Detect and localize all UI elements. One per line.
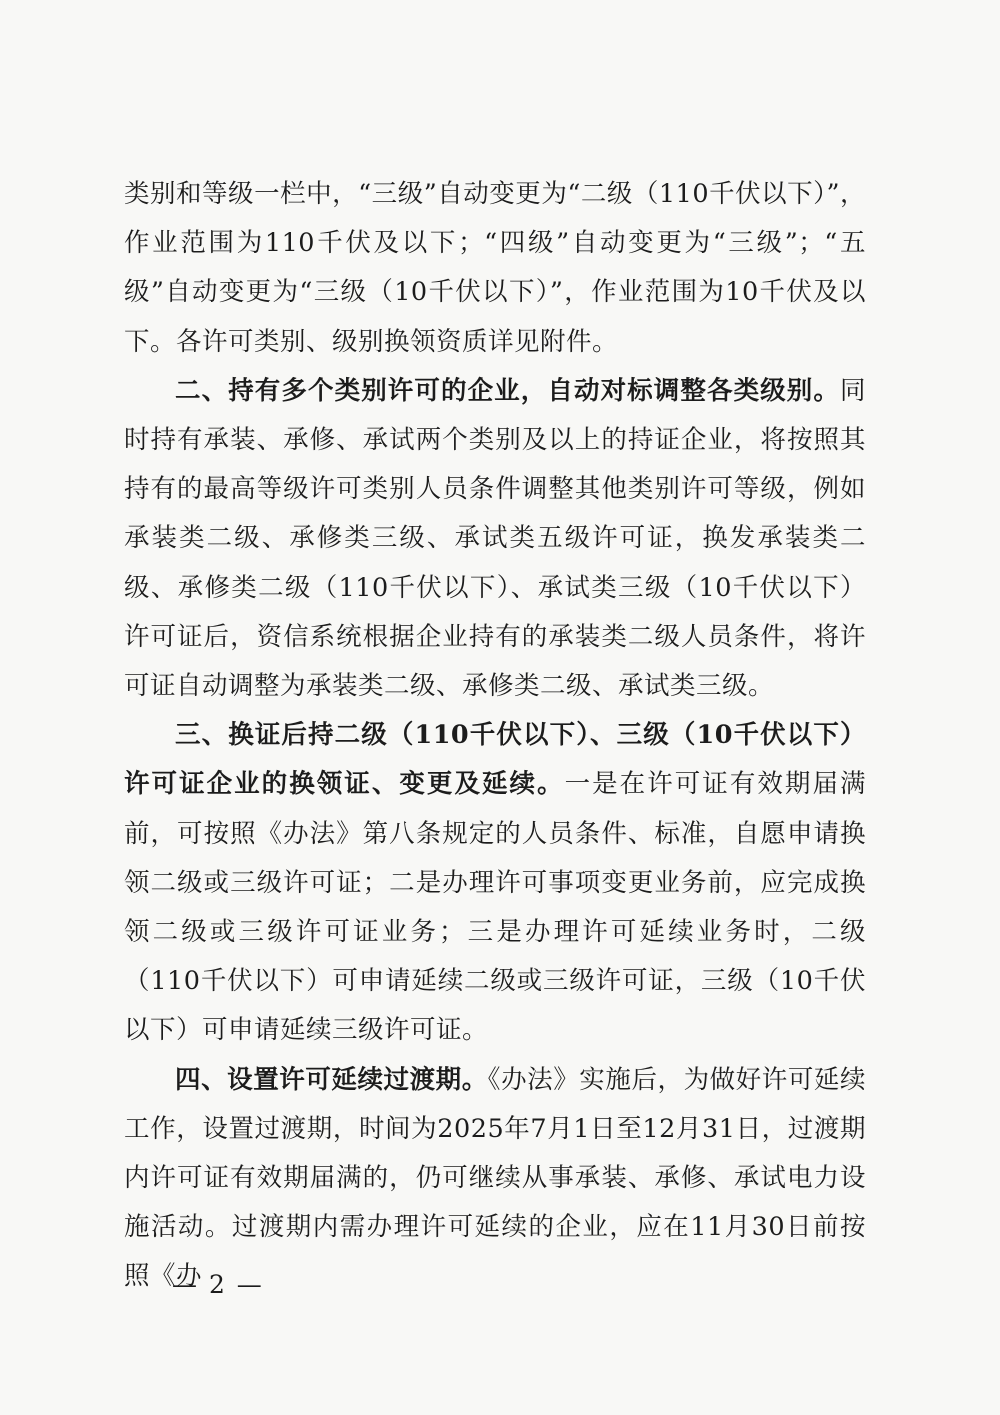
paragraph-2-lead: 二、持有多个类别许可的企业，自动对标调整各类级别。 bbox=[175, 375, 840, 406]
paragraph-2-text: 同时持有承装、承修、承试两个类别及以上的持证企业，将按照其持有的最高等级许可类别人员条件调整其他类别许可等级，例如承装类二级、承修类三级、承试类五级许可证，换发承装类二级、承修类二级（110千伏以下）、承试类三级（10千伏以下）许可证后，资信系统根据企业持有的承装类二级人员条件，将许可证自动调整为承装类二级、承修类二级、承试类三级。 bbox=[124, 375, 866, 702]
paragraph-1 bbox=[124, 170, 866, 367]
paragraph-4 bbox=[124, 1056, 866, 1302]
paragraph-2 bbox=[124, 367, 866, 711]
paragraph-4-lead: 四、设置许可延续过渡期。 bbox=[175, 1064, 488, 1095]
paragraph-3-text: 一是在许可证有效期届满前，可按照《办法》第八条规定的人员条件、标准，自愿申请换领二级或三级许可证；二是办理许可事项变更业务前，应完成换领二级或三级许可证业务；三是办理许可延续业务时，二级（110千伏以下）可申请延续二级或三级许可证，三级（10千伏以下）可申请延续三级许可证。 bbox=[124, 769, 866, 1046]
paragraph-3-lead: 三、换证后持二级（110千伏以下）、三级（10千伏以下）许可证企业的换领证、变更及延续。 bbox=[124, 720, 866, 800]
paragraph-1-text: 类别和等级一栏中，“三级”自动变更为“二级（110千伏以下）”，作业范围为110千伏及以下；“四级”自动变更为“三级”；“五级”自动变更为“三级（10千伏以下）”，作业范围为10千伏及以下。各许可类别、级别换领资质详见附件。 bbox=[124, 179, 866, 357]
paragraph-4-text: 《办法》实施后，为做好许可延续工作，设置过渡期，时间为2025年7月1日至12月31日，过渡期内许可证有效期届满的，仍可继续从事承装、承修、承试电力设施活动。过渡期内需办理许可延续的企业，应在11月30日前按照《办 bbox=[124, 1064, 866, 1292]
document-body bbox=[124, 170, 866, 1302]
paragraph-3 bbox=[124, 711, 866, 1055]
page-number: — 2 — bbox=[172, 1270, 264, 1299]
